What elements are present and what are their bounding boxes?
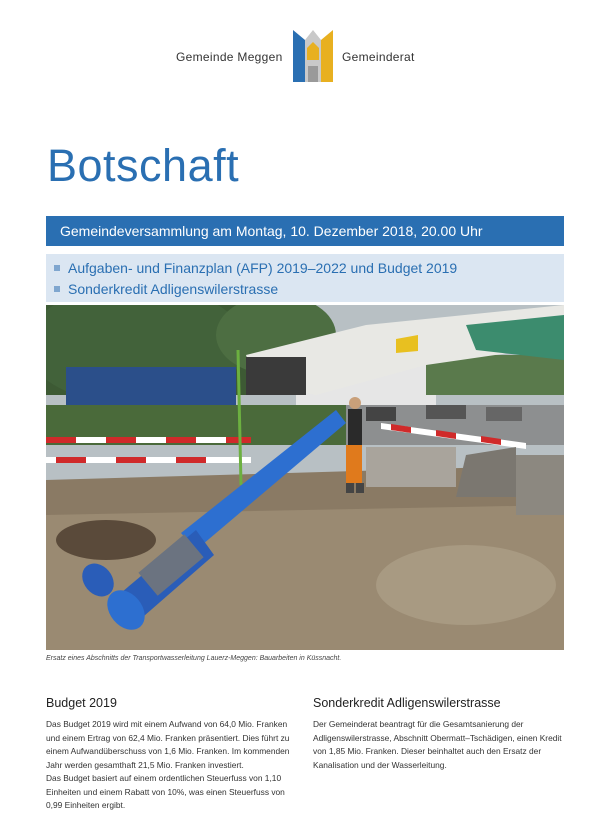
council-name: Gemeinderat [342,50,415,64]
letterhead [0,22,610,86]
meeting-date-banner: Gemeindeversammlung am Montag, 10. Dezember 2018, 20.00 Uhr [46,216,564,246]
coat-of-arms-logo [289,26,337,86]
budget-paragraph-2: Das Budget basiert auf einem ordentlichen Steuerfuss von 1,10 Einheiten und einem Rabatt von 10%, was einen Steuerfuss von 0,99 Einheiten ergibt. [46,773,285,810]
construction-photo [46,305,564,650]
agenda-item [52,279,564,300]
page-title: Botschaft [47,140,240,191]
agenda-item-label: Sonderkredit Adligenswilerstrasse [68,281,279,297]
kredit-heading: Sonderkredit Adligenswilerstrasse [313,696,501,710]
budget-section [46,696,296,813]
photo-caption: Ersatz eines Abschnitts der Transportwasserleitung Lauerz-Meggen: Bauarbeiten in Küssnacht. [46,655,342,662]
kredit-section [313,696,563,772]
agenda-item-label: Aufgaben- und Finanzplan (AFP) 2019–2022 und Budget 2019 [68,260,458,276]
kredit-paragraph-1: Der Gemeinderat beantragt für die Gesamtsanierung der Adligenswilerstrasse, Abschnitt Obermatt–Tschädigen, einen Kredit von 1,85 Mio. Franken. Dieser beinhaltet auch den Ersatz der Kanalisation und der Wasserleitung. [313,719,562,770]
square-bullet-icon [54,265,60,271]
budget-heading: Budget 2019 [46,696,117,710]
square-bullet-icon [54,286,60,292]
budget-paragraph-1: Das Budget 2019 wird mit einem Aufwand von 64,0 Mio. Franken und einem Ertrag von 62,4 Mio. Franken präsentiert. Dies führt zu einem Aufwandüberschuss von 1,6 Mio. Franken. Im kommenden Jahr werden gesamthaft 21,5 Mio. Franken investiert. [46,719,290,770]
agenda-item [52,258,564,279]
municipality-name: Gemeinde Meggen [176,50,283,64]
agenda-box [46,254,564,302]
